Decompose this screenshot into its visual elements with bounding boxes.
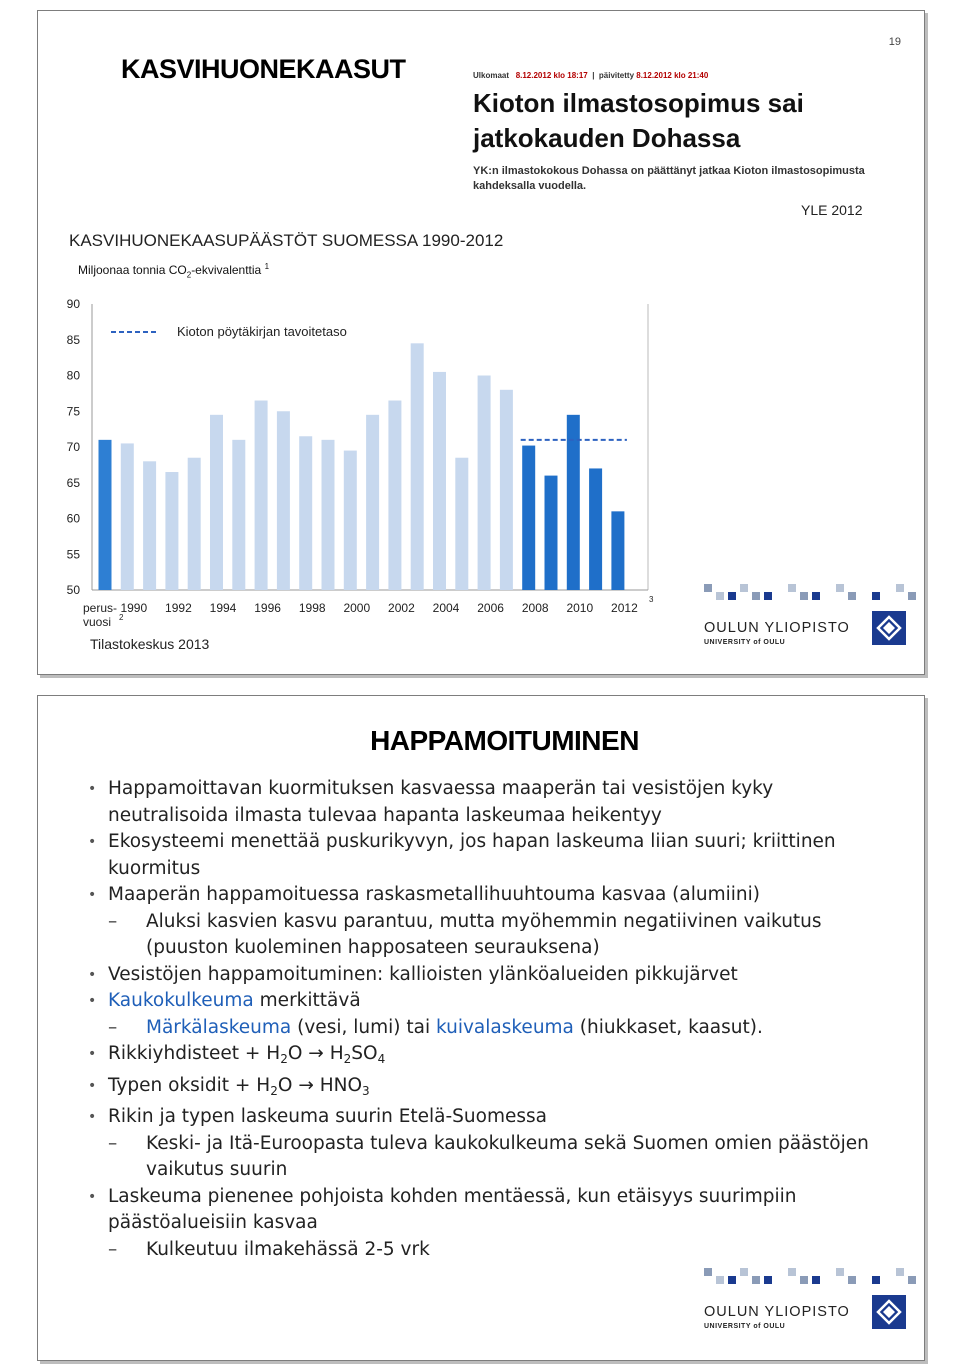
last-year-footnote: 3 <box>649 595 654 604</box>
bar-2004 <box>433 372 446 590</box>
news-subhead: YK:n ilmastokokous Dohassa on päättänyt jatkaa Kioton ilmastosopimusta kahdeksalla vuodella. <box>473 165 865 192</box>
logo-square <box>896 1268 904 1276</box>
logo-square <box>872 1276 880 1284</box>
b6-part1: Rikkiyhdisteet + H <box>108 1043 281 1064</box>
logo-name: OULUN YLIOPISTO <box>704 1304 850 1320</box>
bar-2011 <box>589 468 602 590</box>
university-emblem-icon <box>872 611 906 645</box>
logo-square <box>704 1268 712 1276</box>
news-date: 8.12.2012 klo 18:17 <box>515 71 588 80</box>
logo-square <box>836 1268 844 1276</box>
term-markalaskeuma: Märkälaskeuma <box>146 1016 292 1038</box>
logo-square <box>728 1276 736 1284</box>
baseyear-footnote: 2 <box>119 613 124 622</box>
bar-1993 <box>188 458 201 590</box>
x-tick-label: 2010 <box>566 601 594 615</box>
x-tick-label: 2006 <box>477 601 504 615</box>
units-prefix: Miljoonaa tonnia CO <box>78 263 187 277</box>
bullet-list <box>88 776 888 1263</box>
bar-1999 <box>322 440 335 590</box>
logo-square <box>740 584 748 592</box>
logo-square <box>848 592 856 600</box>
y-tick-label: 85 <box>66 332 80 347</box>
logo-square <box>908 592 916 600</box>
bar-2007 <box>500 390 513 590</box>
bar-1994 <box>210 415 223 590</box>
x-tick-label: 2012 <box>611 601 638 615</box>
news-headline <box>473 86 918 156</box>
legend-label: Kioton pöytäkirjan tavoitetaso <box>177 324 347 339</box>
bar-1996 <box>255 401 268 590</box>
bar-2002 <box>388 401 401 590</box>
b6-part3: H <box>323 1043 344 1064</box>
bar-1998 <box>299 436 312 590</box>
slide-title-2-text: HAPPAMOITUMINEN <box>370 725 639 756</box>
bar-1997 <box>277 411 290 590</box>
bar-2000 <box>344 451 357 590</box>
b7-part2: O <box>277 1074 299 1096</box>
sub-bullet-5a-end: (hiukkaset, kaasut). <box>573 1016 763 1038</box>
bullet-9: • Laskeuma pienenee pohjoista kohden mentäessä, kun etäisyys suurimpiin päästöalueisiin kasvaa <box>88 1184 888 1237</box>
b6-sub2: 2 <box>343 1052 352 1066</box>
news-section: Ulkomaat <box>473 71 510 80</box>
sub-bullet-5a <box>88 1015 888 1042</box>
logo-square <box>908 1276 916 1284</box>
bar-1995 <box>232 440 245 590</box>
logo-square <box>800 1276 808 1284</box>
bar-2003 <box>411 343 424 590</box>
bar-2010 <box>567 415 580 590</box>
university-emblem-icon <box>872 1295 906 1329</box>
x-tick-label: 1998 <box>298 601 326 615</box>
x-tick-label: 1990 <box>120 601 148 615</box>
logo-square <box>788 584 796 592</box>
logo-square <box>704 584 712 592</box>
bullet-3: • Maaperän happamoituessa raskasmetallihuuhtouma kasvaa (alumiini) <box>88 882 888 909</box>
logo-square <box>716 1276 724 1284</box>
university-logo-2 <box>704 1268 919 1338</box>
bar-1992 <box>165 472 178 590</box>
logo-square <box>788 1268 796 1276</box>
sub-bullet-5a-mid: (vesi, lumi) tai <box>291 1016 436 1038</box>
bar-2008 <box>522 446 535 590</box>
logo-square <box>752 1276 760 1284</box>
logo-subtitle: UNIVERSITY of OULU <box>704 639 786 646</box>
x-tick-label: 2000 <box>343 601 371 615</box>
y-tick-label: 60 <box>66 511 80 526</box>
bar-2005 <box>455 458 468 590</box>
x-tick-label: 1996 <box>254 601 281 615</box>
b6-sub1: 2 <box>280 1052 288 1066</box>
chart-source: Tilastokeskus 2013 <box>90 636 210 652</box>
university-logo <box>704 584 919 654</box>
bullet-8: • Rikin ja typen laskeuma suurin Etelä-Suomessa <box>88 1104 888 1131</box>
term-kuivalaskeuma: kuivalaskeuma <box>435 1016 574 1038</box>
logo-square <box>764 592 772 600</box>
logo-square <box>872 592 880 600</box>
units-subscript: 2 <box>186 270 192 280</box>
b6-part2: O <box>287 1043 309 1064</box>
bar-1991 <box>143 461 156 590</box>
news-updated-label: päivitetty <box>598 71 635 80</box>
term-kaukokulkeuma: Kaukokulkeuma <box>108 990 254 1011</box>
b6-part4: SO <box>351 1043 378 1064</box>
y-tick-label: 75 <box>66 404 80 419</box>
bar-2006 <box>478 376 491 591</box>
b7-part1: Typen oksidit + H <box>108 1074 271 1096</box>
y-tick-label: 80 <box>66 368 80 383</box>
y-tick-label: 70 <box>66 440 80 454</box>
arrow-icon: → <box>298 1074 314 1096</box>
bar-1990 <box>121 443 134 590</box>
emissions-bar-chart <box>55 292 655 640</box>
bullet-5-rest: merkittävä <box>253 990 361 1011</box>
y-tick-label: 90 <box>66 297 80 311</box>
page-number: 19 <box>888 36 901 48</box>
y-tick-label: 50 <box>66 583 80 597</box>
arrow-icon: → <box>308 1043 324 1064</box>
news-source: YLE 2012 <box>801 202 863 218</box>
bullet-5 <box>88 988 888 1015</box>
x-tick-label: 2008 <box>521 601 549 615</box>
chart-units <box>78 262 269 279</box>
logo-square <box>896 584 904 592</box>
logo-square <box>812 1276 820 1284</box>
logo-square <box>752 592 760 600</box>
bullet-6 <box>88 1041 888 1073</box>
bar-2012 <box>611 511 624 590</box>
b7-sub2: 3 <box>362 1083 370 1098</box>
logo-square <box>740 1268 748 1276</box>
b7-part3: HNO <box>313 1074 363 1096</box>
bullet-1: • Happamoittavan kuormituksen kasvaessa maaperän tai vesistöjen kyky neutralisoida ilmasta tulevaa hapanta laskeumaa heikentyy <box>88 776 888 829</box>
bullet-4: • Vesistöjen happamoituminen: kallioisten ylänköalueiden pikkujärvet <box>88 962 888 989</box>
sub-bullet-3a: – Aluksi kasvien kasvu parantuu, mutta myöhemmin negatiivinen vaikutus (puuston kuoleminen happosateen seurauksena) <box>88 909 888 962</box>
news-updated-date: 8.12.2012 klo 21:40 <box>636 71 709 80</box>
sub-bullet-9a: – Kulkeutuu ilmakehässä 2-5 vrk <box>88 1237 888 1264</box>
units-suffix: -ekvivalenttia <box>191 263 262 277</box>
bullet-2: • Ekosysteemi menettää puskurikyvyn, jos hapan laskeuma liian suuri; kriittinen kuormitus <box>88 829 888 882</box>
b7-sub1: 2 <box>270 1083 278 1098</box>
logo-square <box>728 592 736 600</box>
logo-square <box>848 1276 856 1284</box>
x-tick-label-baseyear-2: vuosi <box>83 615 112 629</box>
units-footnote: 1 <box>264 262 270 271</box>
slide-title: KASVIHUONEKAASUT <box>121 54 406 84</box>
logo-name: OULUN YLIOPISTO <box>704 620 850 636</box>
logo-square <box>764 1276 772 1284</box>
x-tick-label-baseyear-1: perus- <box>83 601 118 615</box>
bar-2009 <box>545 476 558 590</box>
y-tick-label: 65 <box>66 475 80 490</box>
news-meta: Ulkomaat 8.12.2012 klo 18:17 | päivitetty 8.12.2012 klo 21:40 <box>473 71 709 80</box>
x-tick-label: 1992 <box>165 601 192 615</box>
news-clipping <box>473 71 918 194</box>
news-headline-line1: Kioton ilmastosopimus sai <box>473 88 804 118</box>
sub-bullet-8a: – Keski- ja Itä-Euroopasta tuleva kaukokulkeuma sekä Suomen omien päästöjen vaikutus suurin <box>88 1131 888 1184</box>
x-tick-label: 2002 <box>388 601 415 615</box>
logo-subtitle: UNIVERSITY of OULU <box>704 1323 786 1330</box>
bar-2001 <box>366 415 379 590</box>
logo-square <box>836 584 844 592</box>
b6-sub3: 4 <box>377 1052 386 1066</box>
slide-title-2 <box>0 725 960 757</box>
logo-square <box>800 592 808 600</box>
x-tick-label: 1994 <box>209 601 237 615</box>
y-tick-label: 55 <box>66 547 80 562</box>
news-headline-line2: jatkokauden Dohassa <box>473 123 741 153</box>
bullet-7 <box>88 1073 888 1105</box>
chart-title: KASVIHUONEKAASUPÄÄSTÖT SUOMESSA 1990-2012 <box>69 231 504 250</box>
bar-perusvuosi <box>99 440 112 590</box>
x-tick-label: 2004 <box>432 601 460 615</box>
logo-square <box>716 592 724 600</box>
logo-square <box>812 592 820 600</box>
